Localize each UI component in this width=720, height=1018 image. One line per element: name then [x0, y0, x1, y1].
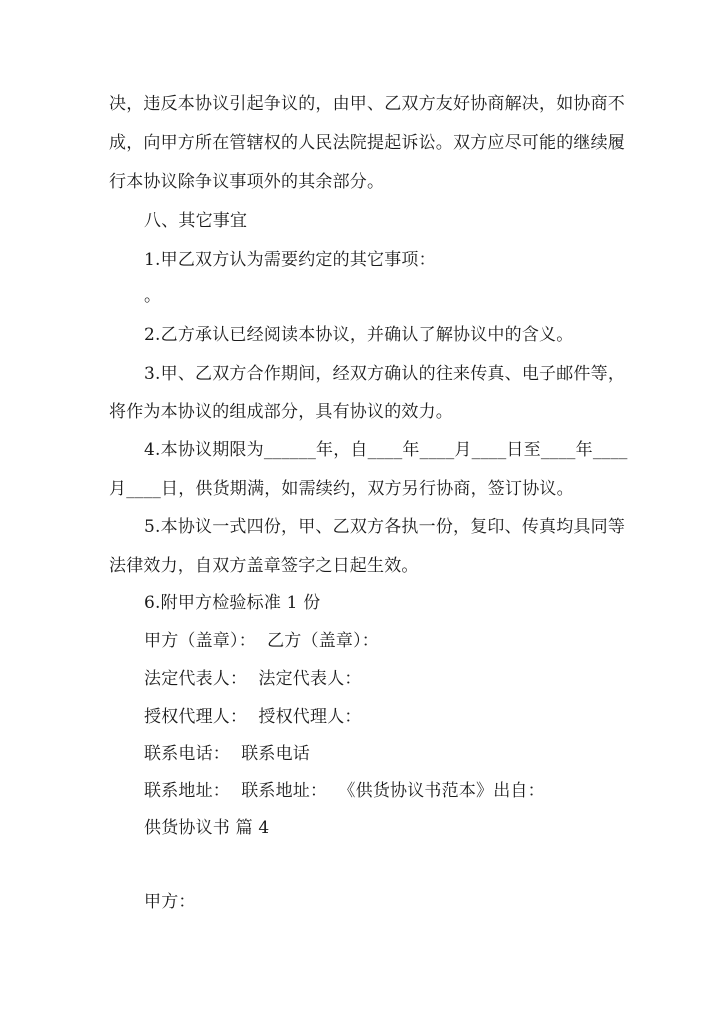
section-heading: 八、其它事宜: [144, 211, 248, 231]
party-line: 甲方：: [144, 892, 196, 912]
clause-line: 法律效力，自双方盖章签字之日起生效。: [109, 556, 419, 576]
paragraph-line: 决，违反本协议引起争议的，由甲、乙双方友好协商解决，如协商不: [109, 94, 625, 114]
article-heading: 供货协议书 篇 4: [144, 818, 270, 838]
signature-line: 联系电话： 联系电话: [144, 744, 311, 764]
clause-line: 5.本协议一式四份，甲、乙双方各执一份，复印、传真均具同等: [144, 517, 626, 537]
signature-line: 联系地址： 联系地址： 《供货协议书范本》出自：: [144, 781, 545, 801]
clause-line: 。: [144, 286, 162, 306]
clause-line: 3.甲、乙双方合作期间，经双方确认的往来传真、电子邮件等，: [144, 364, 626, 384]
paragraph-line: 成，向甲方所在管辖权的人民法院提起诉讼。双方应尽可能的继续履: [109, 133, 625, 153]
clause-line: 2.乙方承认已经阅读本协议，并确认了解协议中的含义。: [144, 325, 574, 345]
signature-line: 甲方（盖章）： 乙方（盖章）：: [144, 631, 380, 651]
clause-line: 1.甲乙双方认为需要约定的其它事项：: [144, 250, 436, 270]
signature-line: 法定代表人： 法定代表人：: [144, 669, 362, 689]
clause-line: 6.附甲方检验标准 1 份: [144, 593, 321, 613]
clause-line: 4.本协议期限为______年，自____年____月____日至____年____: [144, 440, 628, 460]
clause-line: 将作为本协议的组成部分，具有协议的效力。: [109, 402, 453, 422]
signature-line: 授权代理人： 授权代理人：: [144, 707, 362, 727]
clause-line: 月____日，供货期满，如需续约，双方另行协商，签订协议。: [109, 479, 574, 499]
paragraph-line: 行本协议除争议事项外的其余部分。: [109, 172, 385, 192]
